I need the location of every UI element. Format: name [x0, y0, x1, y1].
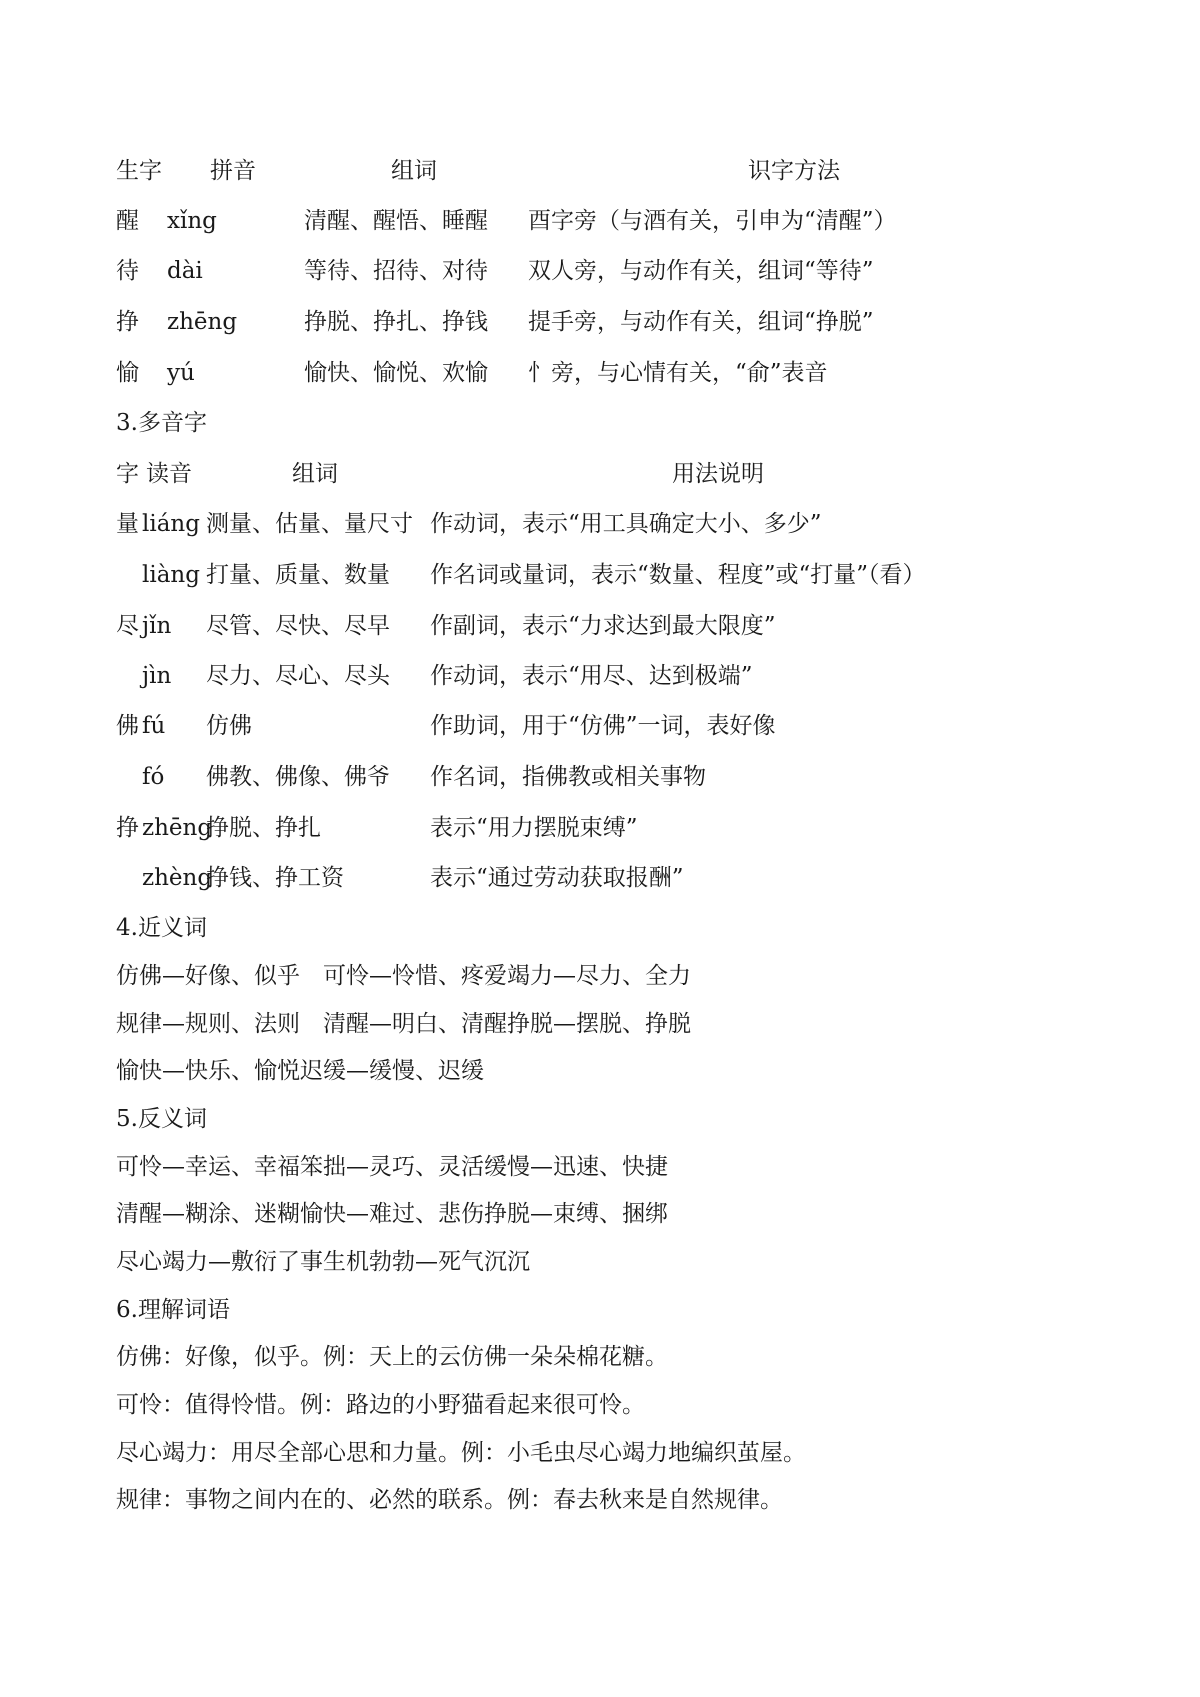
method: 酉字旁（与酒有关，引申为“清醒”）: [528, 208, 897, 234]
words: 清醒、醒悟、睡醒: [304, 208, 488, 234]
reading: zhēng: [142, 815, 213, 841]
words: 佛教、佛像、佛爷: [206, 764, 390, 790]
reading: fú: [142, 713, 166, 739]
words: 测量、估量、量尺寸: [206, 511, 413, 537]
antonym-line: 可怜—幸运、幸福笨拙—灵巧、灵活缓慢—迅速、快捷: [116, 1154, 668, 1180]
usage: 作名词，指佛教或相关事物: [430, 764, 706, 790]
usage: 表示“通过劳动获取报酬”: [430, 865, 684, 891]
header-method: 识字方法: [748, 158, 840, 184]
usage: 作名词或量词，表示“数量、程度”或“打量”（看）: [430, 562, 926, 588]
header-char: 生字: [116, 158, 162, 184]
synonym-line: 愉快—快乐、愉悦迟缓—缓慢、迟缓: [116, 1058, 484, 1084]
words: 尽力、尽心、尽头: [206, 663, 390, 689]
method: 提手旁，与动作有关，组词“挣脱”: [528, 309, 874, 335]
antonym-line: 尽心竭力—敷衍了事生机勃勃—死气沉沉: [116, 1249, 530, 1275]
words: 等待、招待、对待: [304, 258, 488, 284]
words: 打量、质量、数量: [206, 562, 390, 588]
reading: fó: [142, 764, 165, 790]
char: 醒: [116, 208, 139, 234]
method: 双人旁，与动作有关，组词“等待”: [528, 258, 874, 284]
reading: liàng: [142, 562, 200, 588]
pinyin: dài: [167, 258, 203, 284]
usage: 作副词，表示“力求达到最大限度”: [430, 613, 776, 639]
words: 挣脱、挣扎、挣钱: [304, 309, 488, 335]
pinyin: zhēng: [167, 309, 238, 335]
header-usage: 用法说明: [672, 461, 764, 487]
method: 忄旁，与心情有关，“俞”表音: [528, 360, 828, 386]
words: 尽管、尽快、尽早: [206, 613, 390, 639]
section-title-understanding: 6.理解词语: [116, 1297, 230, 1323]
char: 挣: [116, 309, 139, 335]
reading: jǐn: [142, 613, 172, 639]
words: 愉快、愉悦、欢愉: [304, 360, 488, 386]
words: 挣钱、挣工资: [206, 865, 344, 891]
usage: 作动词，表示“用工具确定大小、多少”: [430, 511, 822, 537]
char: 挣: [116, 815, 139, 841]
header-pinyin: 拼音: [210, 158, 256, 184]
section-title-synonyms: 4.近义词: [116, 915, 207, 941]
pinyin: xǐng: [167, 208, 217, 234]
definition-line: 规律：事物之间内在的、必然的联系。例：春去秋来是自然规律。: [116, 1487, 783, 1513]
header-words: 组词: [391, 158, 437, 184]
antonym-line: 清醒—糊涂、迷糊愉快—难过、悲伤挣脱—束缚、捆绑: [116, 1201, 668, 1227]
definition-line: 仿佛：好像，似乎。例：天上的云仿佛一朵朵棉花糖。: [116, 1344, 668, 1370]
usage: 作动词，表示“用尽、达到极端”: [430, 663, 753, 689]
char: 愉: [116, 360, 139, 386]
definition-line: 尽心竭力：用尽全部心思和力量。例：小毛虫尽心竭力地编织茧屋。: [116, 1440, 806, 1466]
words: 仿佛: [206, 713, 252, 739]
pinyin: yú: [167, 360, 195, 386]
usage: 作助词，用于“仿佛”一词，表好像: [430, 713, 776, 739]
section-title-polyphonic: 3.多音字: [116, 410, 207, 436]
header-words: 组词: [292, 461, 338, 487]
char: 量: [116, 511, 139, 537]
char: 尽: [116, 613, 139, 639]
synonym-line: 规律—规则、法则 清醒—明白、清醒挣脱—摆脱、挣脱: [116, 1011, 691, 1037]
definition-line: 可怜：值得怜惜。例：路边的小野猫看起来很可怜。: [116, 1392, 645, 1418]
words: 挣脱、挣扎: [206, 815, 321, 841]
reading: liáng: [142, 511, 200, 537]
reading: zhèng: [142, 865, 213, 891]
char: 待: [116, 258, 139, 284]
reading: jìn: [142, 663, 172, 689]
section-title-antonyms: 5.反义词: [116, 1106, 207, 1132]
header-char: 字: [116, 461, 139, 487]
synonym-line: 仿佛—好像、似乎 可怜—怜惜、疼爱竭力—尽力、全力: [116, 963, 691, 989]
usage: 表示“用力摆脱束缚”: [430, 815, 638, 841]
char: 佛: [116, 713, 139, 739]
header-reading: 读音: [146, 461, 192, 487]
